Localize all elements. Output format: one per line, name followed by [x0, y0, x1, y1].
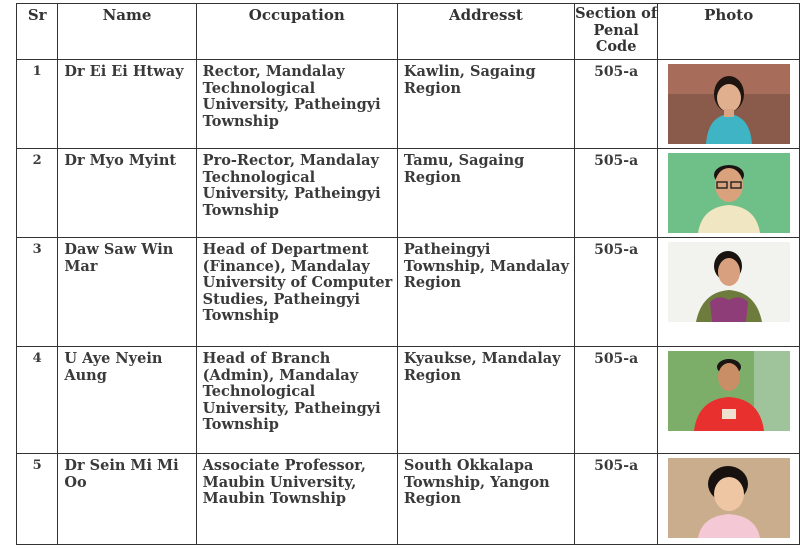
row-name: Dr Ei Ei Htway — [58, 60, 196, 149]
row-address: Tamu, Sagaing Region — [397, 149, 574, 238]
row-sr: 5 — [17, 454, 58, 545]
row-name: Dr Myo Myint — [58, 149, 196, 238]
row-occupation: Pro-Rector, Mandalay Technological University, Patheingyi Township — [196, 149, 397, 238]
header-photo: Photo — [658, 4, 800, 60]
row-address: Kawlin, Sagaing Region — [397, 60, 574, 149]
row-sr: 1 — [17, 60, 58, 149]
row-sr: 2 — [17, 149, 58, 238]
row-address: Kyaukse, Mandalay Region — [397, 347, 574, 454]
row-section: 505-a — [574, 149, 657, 238]
row-address: South Okkalapa Township, Yangon Region — [397, 454, 574, 545]
portrait-photo-woman — [668, 242, 790, 322]
header-occupation: Occupation — [196, 4, 397, 60]
row-address: Patheingyi Township, Mandalay Region — [397, 238, 574, 347]
table-header-row — [17, 4, 800, 60]
table-row — [17, 60, 800, 149]
row-occupation: Head of Branch (Admin), Mandalay Technological University, Patheingyi Township — [196, 347, 397, 454]
header-name: Name — [58, 4, 196, 60]
row-occupation: Head of Department (Finance), Mandalay University of Computer Studies, Patheingyi Township — [196, 238, 397, 347]
row-section: 505-a — [574, 347, 657, 454]
row-name: Dr Sein Mi Mi Oo — [58, 454, 196, 545]
row-name: Daw Saw Win Mar — [58, 238, 196, 347]
detainee-table — [16, 3, 800, 545]
portrait-photo-woman — [668, 64, 790, 144]
header-section: Section of Penal Code — [574, 4, 657, 60]
table-row — [17, 149, 800, 238]
table-row — [17, 238, 800, 347]
row-sr: 4 — [17, 347, 58, 454]
portrait-photo-man-red-shirt — [668, 351, 790, 431]
portrait-photo-woman-short-hair — [668, 458, 790, 538]
row-section: 505-a — [574, 60, 657, 149]
header-sr: Sr — [17, 4, 58, 60]
table-row — [17, 454, 800, 545]
row-sr: 3 — [17, 238, 58, 347]
row-occupation: Rector, Mandalay Technological University, Patheingyi Township — [196, 60, 397, 149]
table-row — [17, 347, 800, 454]
row-name: U Aye Nyein Aung — [58, 347, 196, 454]
row-section: 505-a — [574, 454, 657, 545]
header-address: Addresst — [397, 4, 574, 60]
row-occupation: Associate Professor, Maubin University, Maubin Township — [196, 454, 397, 545]
portrait-photo-man-glasses — [668, 153, 790, 233]
row-section: 505-a — [574, 238, 657, 347]
